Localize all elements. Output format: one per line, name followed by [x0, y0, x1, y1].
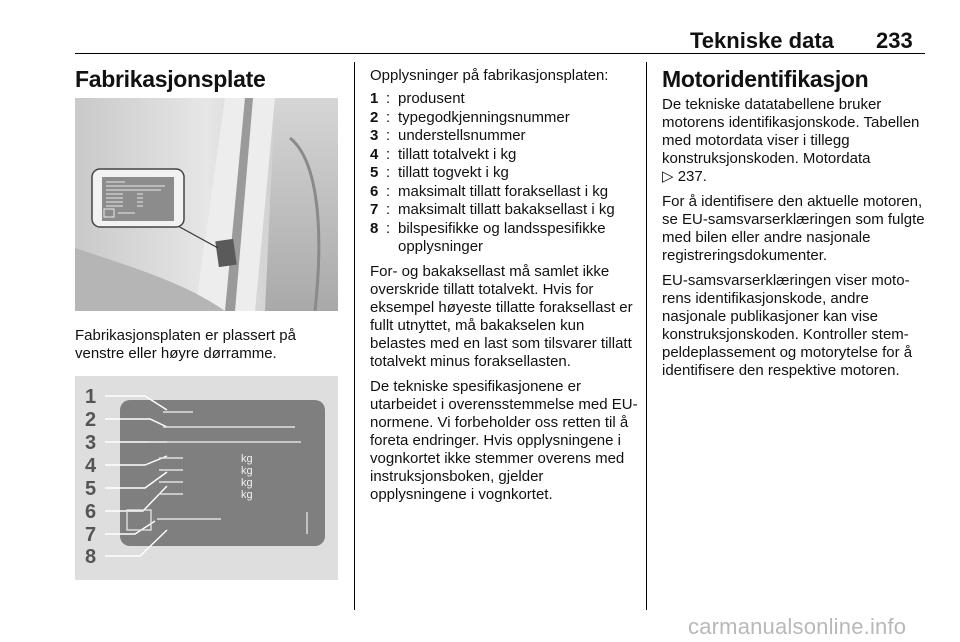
plate-callout-4: 4 [85, 455, 97, 477]
list-item: 4 : tillatt totalvekt i kg [370, 145, 517, 163]
right-body-text [662, 96, 928, 380]
plate-callout-2: 2 [85, 409, 97, 431]
identify-engine-paragraph: For å identifisere den aktuelle motoren, se EU-samsvarserklæringen som fulgte med bilen eller andre nasjonale registreringsdokumenter. [662, 193, 925, 264]
caption-line-1: Fabrikasjonsplaten er plassert på [75, 327, 296, 344]
list-item: 3 : understellsnummer [370, 127, 526, 144]
list-item: 6 : maksimalt tillatt foraksellast i kg [370, 182, 609, 200]
photo-caption [75, 327, 345, 363]
engine-code-paragraph: De tekniske datatabellene bruker motorens identifikasjonskode. Tabellen med motordata viser i tillegg konstruksjonskoden. Motordata ▷ 237. [662, 96, 920, 185]
cross-reference-link[interactable]: ▷ 237. [662, 168, 707, 185]
column-divider-left [354, 62, 355, 610]
plate-spec-list [370, 90, 640, 257]
door-frame-photo [75, 98, 338, 311]
plate-unit-6: kg [241, 477, 253, 489]
list-item: 8 : bilspesifikke og landsspesifikke opplysninger [370, 219, 606, 255]
list-item: 7 : maksimalt tillatt bakaksellast i kg [370, 201, 615, 218]
section-heading-motoridentifikasjon: Motoridentifikasjon [662, 66, 869, 92]
plate-unit-5: kg [241, 465, 253, 477]
spec-list-intro: Opplysninger på fabrikasjonsplaten: [370, 67, 609, 84]
watermark: carmanualsonline.info [688, 614, 907, 639]
plate-unit-4: kg [241, 453, 253, 465]
plate-callout-3: 3 [85, 432, 97, 454]
header-rule [75, 53, 925, 54]
door-frame-illustration [75, 98, 338, 311]
column-divider-right [646, 62, 647, 610]
caption-line-2: venstre eller høyre dørramme. [75, 345, 277, 362]
plate-callout-5: 5 [85, 478, 97, 500]
plate-callout-8: 8 [85, 546, 97, 568]
plate-callout-6: 6 [85, 501, 97, 523]
axle-load-paragraph: For- og bakaksellast må samlet ikke overskride tillatt totalvekt. Hvis for eksempel høyeste tillatte foraksellast er fullt utnyttet, må bakakselen kun belastes med en last som tilsvarer tillatt totalvekt minus foraksellasten. [370, 263, 633, 370]
plate-callout-7: 7 [85, 524, 97, 546]
plate-unit-7: kg [241, 489, 253, 501]
identification-plate-diagram [75, 376, 338, 580]
plate-callout-1: 1 [85, 386, 97, 408]
list-item: 5 : tillatt togvekt i kg [370, 164, 509, 181]
section-heading-fabrikasjonsplate: Fabrikasjonsplate [75, 66, 266, 92]
plate-illustration [75, 376, 338, 580]
conformity-paragraph: EU-samsvarserklæringen viser motorens identifikasjonskode, andre nasjonale publikasjoner kan vise konstruksjonskoden. Kontroller stempeldeplassement og motorytelse for å identifisere den respektive motoren. [662, 272, 913, 379]
eu-norms-paragraph: De tekniske spesifikasjonene er utarbeidet i overensstemmelse med EU-normene. Vi forbeholder oss retten til å foreta endringer. Hvis opplysningene i vognkortet ikke stemmer overens med instruksjonsboken, gjelder opplysningene i vognkortet. [370, 378, 638, 503]
list-item: 2 : typegodkjenningsnummer [370, 108, 570, 126]
running-header-title: Tekniske data [690, 28, 834, 53]
page-number: 233 [876, 28, 913, 53]
list-item: 1 : produsent [370, 90, 465, 107]
middle-body-text [370, 263, 638, 504]
